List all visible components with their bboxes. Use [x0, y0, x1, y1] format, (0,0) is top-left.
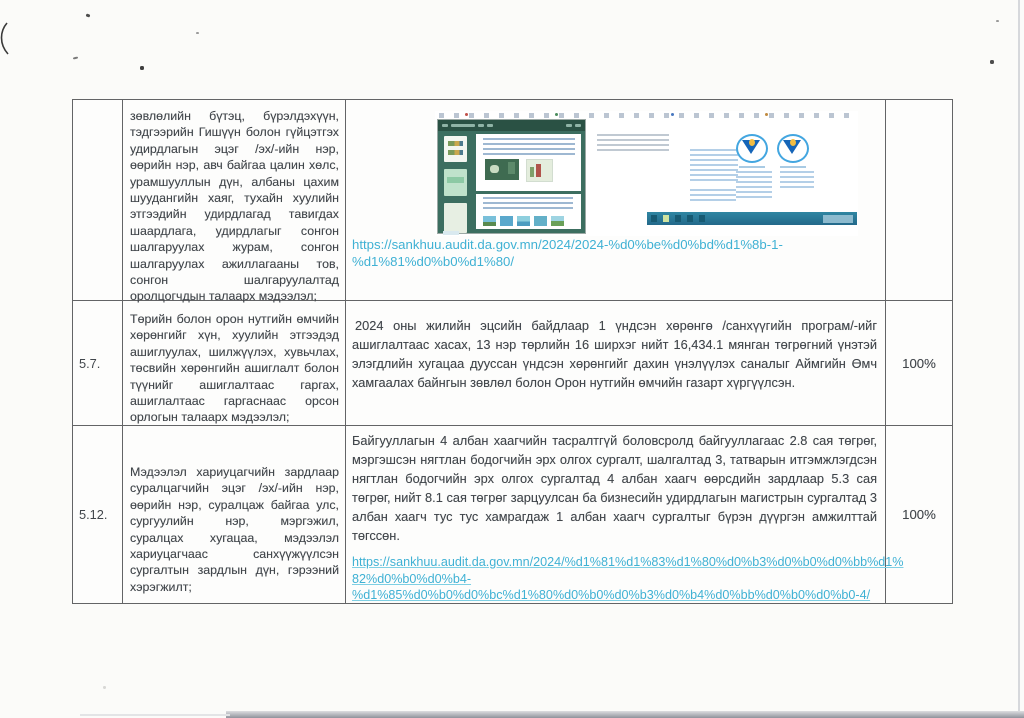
- evidence-link-line[interactable]: https://sankhuu.audit.da.gov.mn/2024/2024-%d0%be%d0%bd%d1%8b-1-: [352, 237, 783, 252]
- pdf-page-thumbnail[interactable]: [444, 203, 467, 233]
- percent-cell: [886, 426, 952, 603]
- evidence-link-line[interactable]: https://sankhuu.audit.da.gov.mn/2024/%d1%81%d1%83%d1%80%d0%b3%d0%b0%d0%bb%d1%: [352, 555, 904, 569]
- print-icon: [575, 124, 581, 127]
- requirement-text: зөвлөлийн бүтэц, бүрэлдэхүүн, тэдгээрийн Гишүүн болон гүйцэтгэх удирдлагын эцэг /эх/-ийн нэр, өөрийн нэр, авч байгаа цалин хөлс, урамшууллын дүн, албаны цахим шуудангийн хаяг, тухайн хуулийн этгээдийн удирдлагад тавигдах шаардлага, удирдлагыг сонгон шалгаруулах журам, сонгон шалгаруулах ажиллагааны тов, сонгон шалгаруулалтад оролцогчдын талаарх мэдээлэл;: [130, 109, 339, 304]
- audit-logo-icon: [735, 132, 769, 165]
- pdf-page-two: [476, 194, 581, 229]
- result-cell: [346, 301, 886, 426]
- pdf-page-thumbnail[interactable]: [444, 169, 467, 197]
- pdf-viewer-window: [438, 120, 585, 233]
- page-photos: [485, 159, 553, 182]
- scan-bottom-shadow: [226, 711, 1024, 718]
- row-number-cell: [73, 426, 123, 603]
- result-text: Байгууллагын 4 албан хаагчийн тасралтгүй боловсролд байгууллагаас 2.8 сая төгрөг, мэргэшсэн нягтлан бодогчийн эрх олгох сургалт, шалгалтад 3, татварын итгэмжлэгдсэн нягтлан бодогчийн эрх олгох сургалтад 4 албан хаагч өөрсдийн зардлаар 5.3 сая төгрөг, нийт 8.1 сая төгрөг зарцуулсан ба бизнесийн удирдлагын магистрын сургалтад 3 албан хаагч тус тус хамрагдаж 1 албан хаагч сургалтыг бүрэн дүүргэн амжилттай төгссөн.: [352, 433, 877, 543]
- photo-image: [485, 159, 519, 180]
- taskbar-app-icon[interactable]: [687, 215, 693, 222]
- scan-edge-line: [1018, 0, 1020, 718]
- pdf-viewer-toolbar: [438, 120, 585, 131]
- evidence-link[interactable]: [352, 554, 904, 604]
- page-text-lines: [483, 138, 575, 155]
- taskbar-app-icon[interactable]: [699, 215, 705, 222]
- requirement-text: Мэдээлэл хариуцагчийн зардлаар суралцагчийн эцэг /эх/-ийн нэр, өөрийн нэр, суралцаж байгаа улс, сургуулийн нэр, мэргэжил, суралцах хугацаа, мэдээлэл хариуцагчаас санхүүжүүлсэн сургалтын зардлын дүн, гэрээний хэрэгжилт;: [130, 465, 339, 594]
- evidence-link[interactable]: [352, 236, 886, 270]
- bookmark-dot-icon: [765, 113, 768, 116]
- taskbar-notch: [443, 231, 459, 235]
- percent-value: 100%: [902, 507, 936, 522]
- audit-logo-icon: [776, 132, 810, 165]
- pdf-viewer-body: [438, 131, 585, 233]
- pdf-page-view: [473, 131, 585, 233]
- webpage-text-block: [690, 189, 736, 201]
- requirement-cell: [123, 426, 346, 603]
- bookmark-dot-icon: [465, 113, 468, 116]
- row-number-cell: [73, 100, 123, 301]
- scan-speck: [86, 13, 91, 17]
- pdf-page-one: [476, 134, 581, 191]
- photo-image: [526, 159, 553, 182]
- taskbar-app-icon[interactable]: [663, 215, 669, 222]
- scan-bottom-shadow-light: [80, 714, 230, 716]
- pdf-page-thumbnail[interactable]: [444, 136, 467, 162]
- taskbar-tray: [823, 215, 853, 223]
- page-text-lines: [483, 197, 573, 209]
- scan-speck: [140, 66, 144, 70]
- requirement-text: Төрийн болон орон нутгийн өмчийн хөрөнгийг хүн, хуулийн этгээдэд ашиглуулах, шилжүүлэх, хувьчлах, төсвийн хөрөнгийн ашиглалт болон түүнийг ашиглалтаас гаргах, ашиглалтаас гаргаснаас орсон орлогын талаарх мэдээлэл;: [130, 312, 339, 425]
- embedded-webpage-screenshot: [435, 111, 858, 236]
- windows-taskbar[interactable]: [647, 212, 857, 225]
- percent-cell: [886, 301, 952, 426]
- bookmark-dot-icon: [555, 113, 558, 116]
- scan-speck: [196, 32, 199, 34]
- webpage-text-block: [597, 134, 669, 154]
- webpage-text-block: [690, 149, 738, 181]
- taskbar-app-icon[interactable]: [651, 215, 657, 222]
- row-number: 5.7.: [79, 355, 101, 371]
- scan-speck: [73, 57, 78, 60]
- bookmark-dot-icon: [671, 113, 674, 116]
- scan-speck: [996, 20, 999, 22]
- result-text: 2024 оны жилийн эцсийн байдлаар 1 үндсэн хөрөнгө /санхүүгийн програм/-ийг ашиглалтаас хасах, 13 нэр төрлийн 16 ширхэг нийт 16,434.1 мянган төгрөгний үнэтэй элэгдлийн хугацаа дууссан үндсэн хөрөнгийг дахин үнэлүүлэх саналыг Аймгийн Өмч хамгаалах байнгын зөвлөл болон Орон нутгийн өмчийн газарт хүргүүлсэн.: [352, 318, 877, 390]
- row-number-cell: [73, 301, 123, 426]
- photo-thumbnail-strip: [483, 216, 564, 226]
- page-nav-icon: [478, 124, 484, 127]
- webpage-text-block: [780, 171, 814, 191]
- row-number: 5.12.: [79, 507, 108, 522]
- pdf-thumbnail-rail[interactable]: [438, 131, 473, 233]
- webpage-text-block: [736, 171, 772, 199]
- scan-speck: [103, 686, 106, 689]
- zoom-icon: [487, 124, 493, 127]
- evidence-link-line[interactable]: %d1%85%d0%b0%d0%bc%d1%80%d0%b0%d0%b3%d0%b4%d0%bb%d0%b0%d0%b0-4/: [352, 588, 871, 602]
- browser-bookmarks-bar: [439, 113, 854, 118]
- taskbar-app-icon[interactable]: [675, 215, 681, 222]
- result-cell: [346, 100, 886, 301]
- pdf-title-text: [451, 124, 475, 127]
- evidence-link-line[interactable]: %d1%81%d0%b0%d1%80/: [352, 254, 515, 269]
- scan-speck: [990, 60, 994, 64]
- evidence-link-line[interactable]: 82%d0%b0%d0%b4-: [352, 571, 472, 586]
- download-icon: [566, 124, 572, 127]
- percent-cell: [886, 100, 952, 301]
- pen-mark: [0, 22, 12, 56]
- percent-value: 100%: [902, 355, 936, 371]
- result-cell: [346, 426, 904, 603]
- requirement-cell: [123, 100, 346, 304]
- requirement-cell: [123, 301, 346, 426]
- report-table: [72, 99, 953, 604]
- menu-icon: [442, 124, 448, 127]
